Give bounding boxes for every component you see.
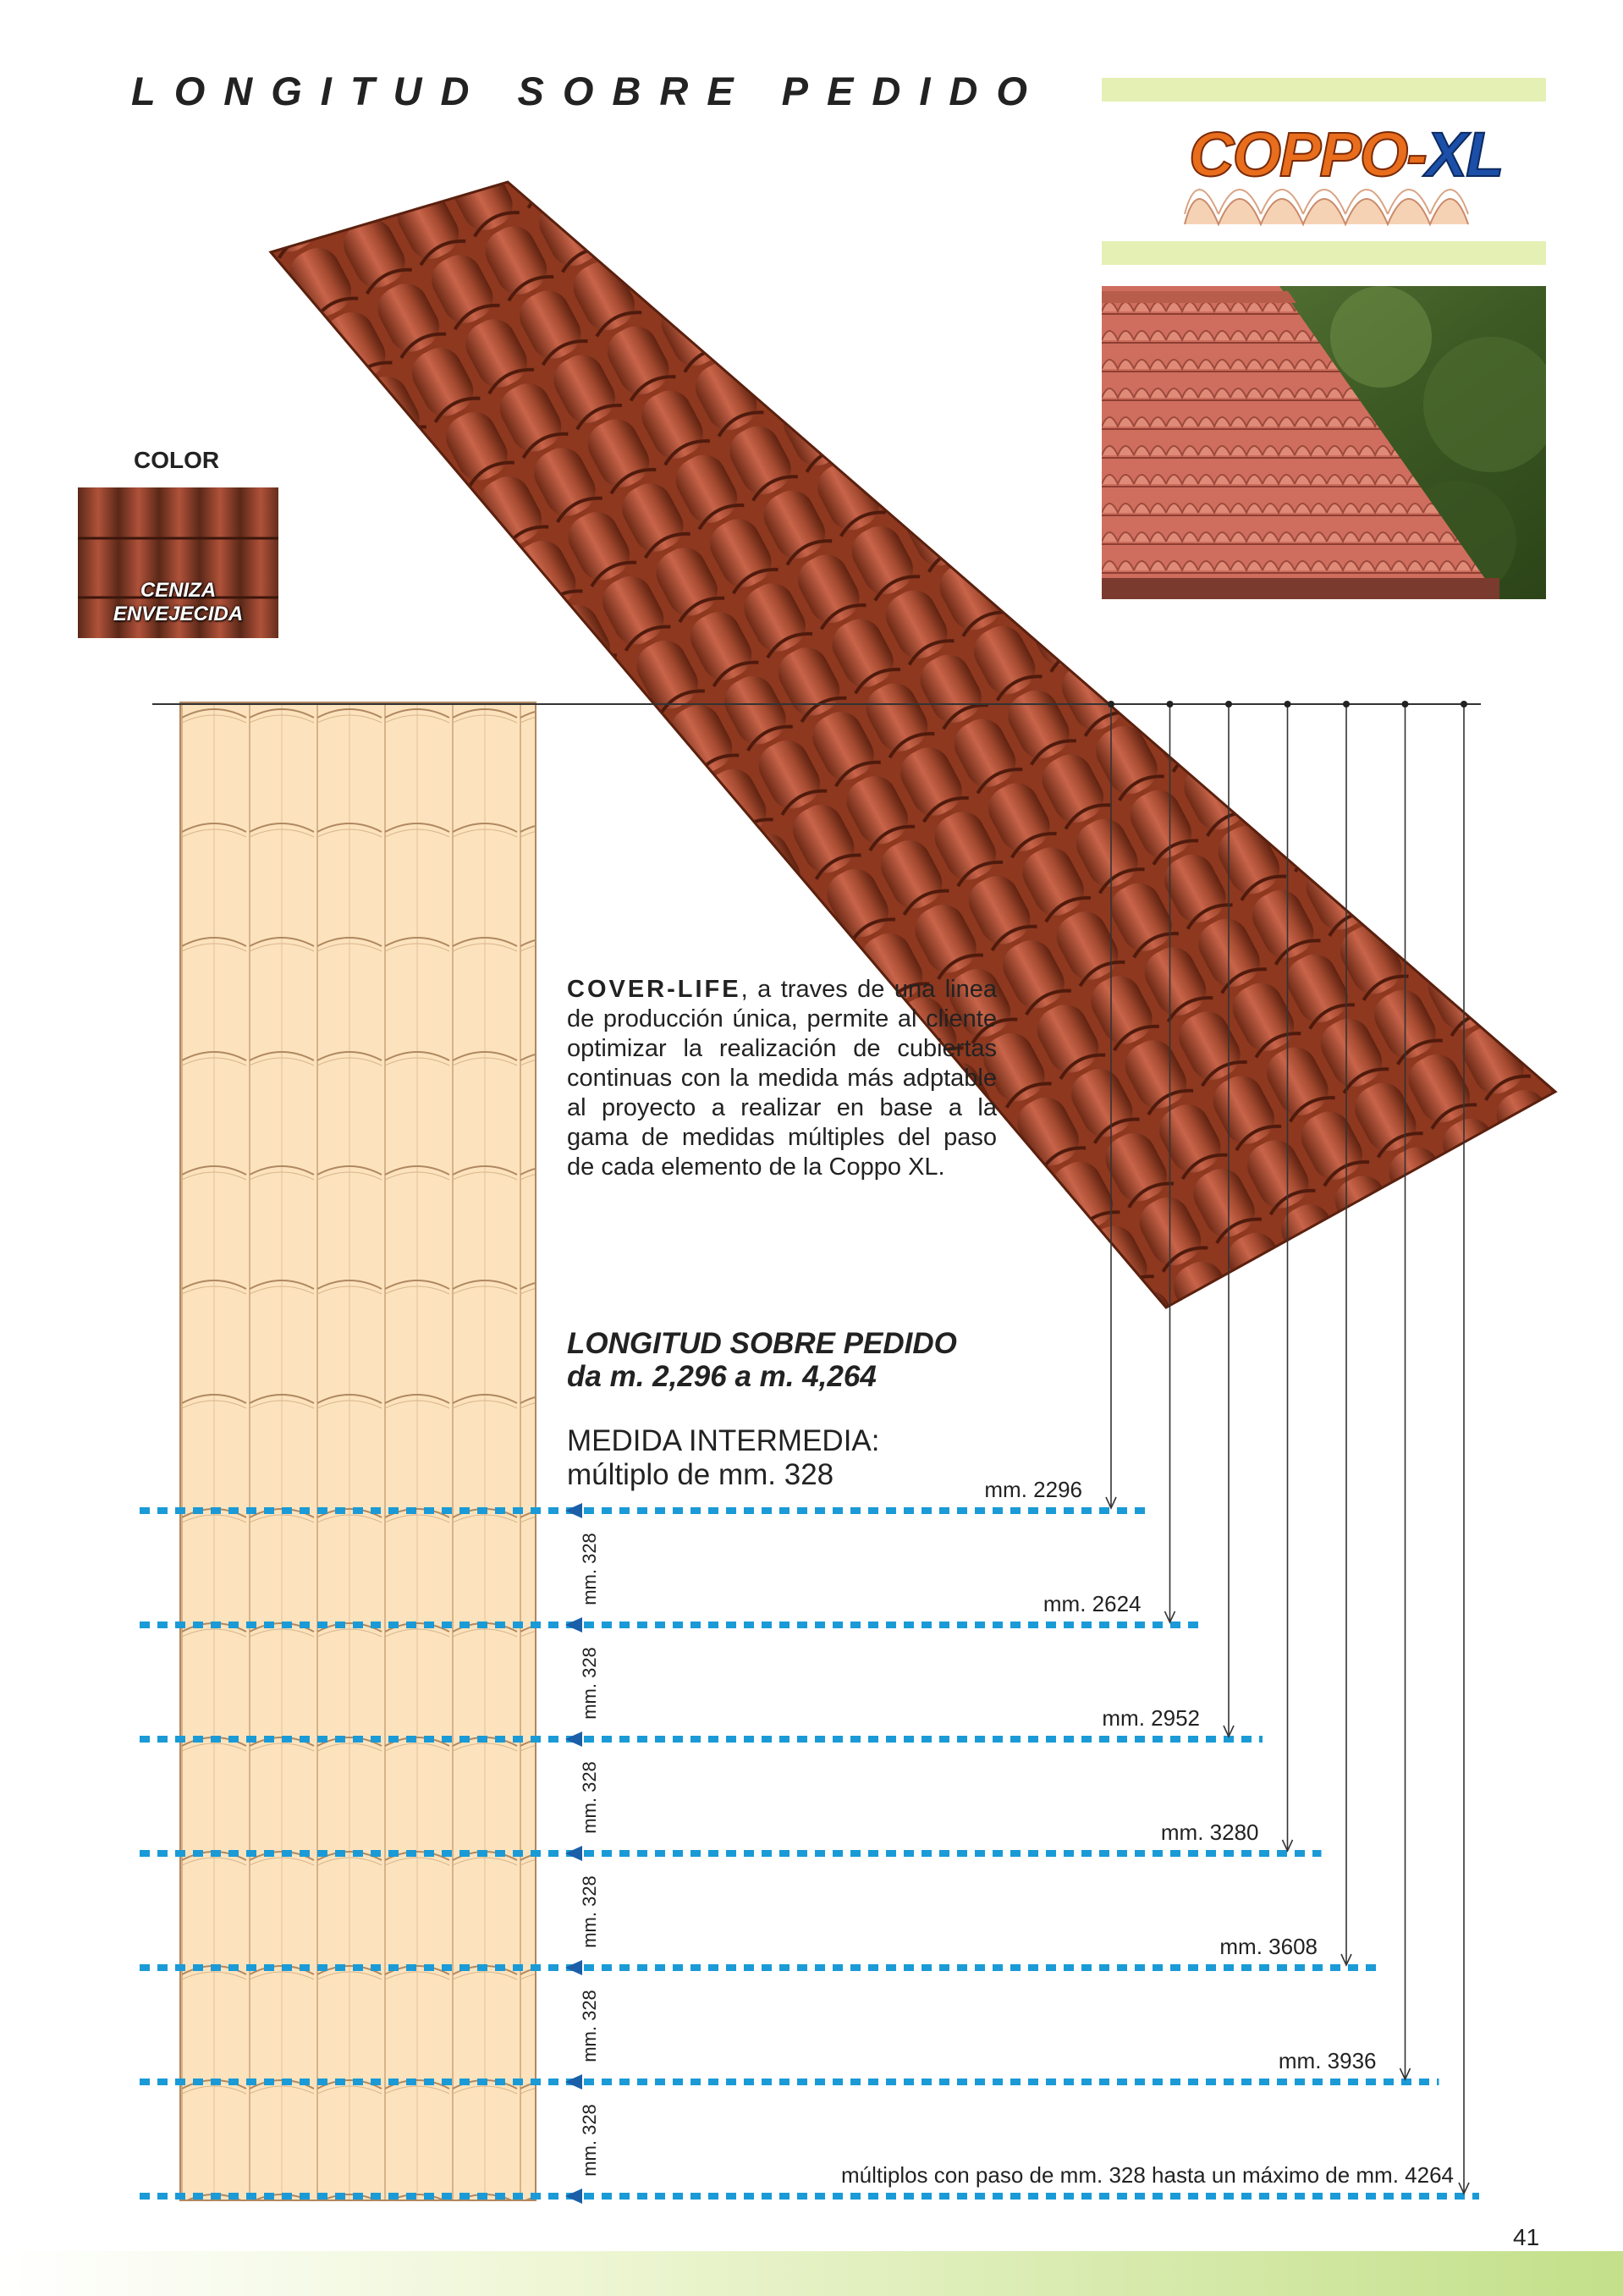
- arrow-icon: [565, 2074, 582, 2090]
- arrow-icon: [565, 1503, 582, 1518]
- order-length-heading: [567, 1327, 957, 1393]
- arrow-icon: [565, 1732, 582, 1747]
- logo-text-coppo: COPPO-: [1189, 119, 1426, 190]
- dimension-dot: [1167, 701, 1174, 708]
- measurement-label: mm. 3936: [1278, 2048, 1377, 2073]
- arrow-icon: [565, 2189, 582, 2204]
- footer-band: [0, 2251, 1623, 2296]
- arrow-icon: [565, 1960, 582, 1975]
- measurement-label: mm. 2952: [1102, 1705, 1200, 1731]
- swatch-name-line2: ENVEJECIDA: [113, 603, 244, 625]
- step-label: mm. 328: [579, 1532, 600, 1605]
- step-label: mm. 328: [579, 1875, 600, 1948]
- intermediate-line2: múltiplo de mm. 328: [567, 1458, 834, 1491]
- order-length-line1: LONGITUD SOBRE PEDIDO: [567, 1327, 957, 1360]
- dimension-dot: [1225, 701, 1232, 708]
- step-label: mm. 328: [579, 1760, 600, 1834]
- tile-column-illustration: [180, 702, 536, 2200]
- arrow-icon: [565, 1846, 582, 1861]
- dimension-dot: [1402, 701, 1409, 708]
- intermediate-measure: [567, 1424, 879, 1492]
- description-text: [567, 975, 997, 1182]
- dimension-dot: [1461, 701, 1467, 708]
- brand-name: COVER-LIFE: [567, 976, 741, 1003]
- dimension-dot: [1343, 701, 1350, 708]
- measurement-label: mm. 2624: [1043, 1591, 1142, 1616]
- color-label: COLOR: [134, 447, 220, 473]
- page-number: 41: [1513, 2224, 1540, 2250]
- measurement-label: múltiplos con paso de mm. 328 hasta un máximo de mm. 4264: [840, 2162, 1454, 2188]
- step-label: mm. 328: [579, 2103, 600, 2177]
- description-body: , a traves de una linea de producción única, permite al cliente optimizar la realización de cubiertas continuas con la medida más adptable al proyecto a realizar en base a la gama de medidas múltiples del paso de cada elemento de la Coppo XL.: [567, 976, 997, 1181]
- swatch-name-line1: CENIZA: [140, 579, 217, 602]
- intermediate-line1: MEDIDA INTERMEDIA:: [567, 1424, 880, 1457]
- measurement-label: mm. 3280: [1160, 1820, 1259, 1845]
- arrow-icon: [565, 1617, 582, 1633]
- page-title: LONGITUD SOBRE PEDIDO: [131, 69, 1046, 113]
- order-length-line2: da m. 2,296 a m. 4,264: [567, 1360, 877, 1393]
- dimension-dot: [1108, 701, 1114, 708]
- step-label: mm. 328: [579, 1646, 600, 1720]
- logo-text-xl: XL: [1425, 119, 1503, 190]
- measurement-label: mm. 2296: [984, 1477, 1082, 1502]
- step-label: mm. 328: [579, 1989, 600, 2062]
- dimension-dot: [1285, 701, 1291, 708]
- measurement-label: mm. 3608: [1219, 1934, 1318, 1959]
